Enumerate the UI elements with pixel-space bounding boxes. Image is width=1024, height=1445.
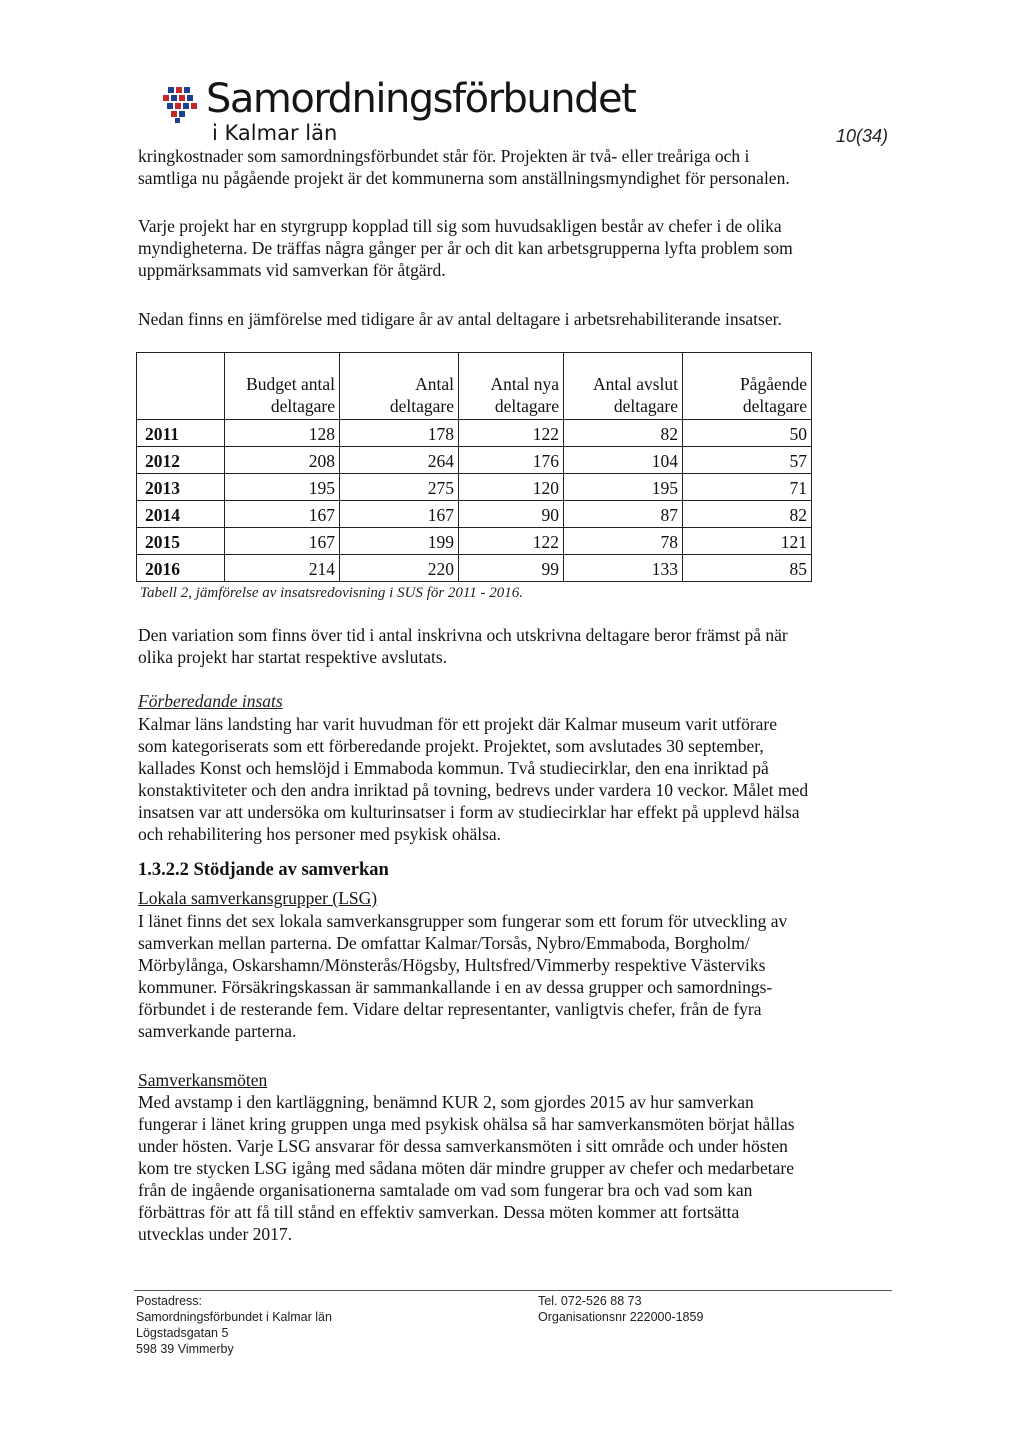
- table-cell: 121: [683, 528, 812, 555]
- text-line: samverkande parterna.: [138, 1021, 297, 1041]
- text-line: olika projekt har startat respektive avslutats.: [138, 647, 448, 667]
- paragraph-styrgrupp: [138, 215, 898, 281]
- header-line: deltagare: [742, 396, 807, 416]
- table-cell: 195: [564, 474, 683, 501]
- table-cell: 85: [683, 555, 812, 582]
- table-row: [137, 420, 812, 447]
- header-line: Antal nya: [490, 374, 559, 394]
- table-row: [137, 528, 812, 555]
- table-cell: 99: [459, 555, 564, 582]
- participants-table: [136, 352, 812, 582]
- table-cell: 87: [564, 501, 683, 528]
- organization-region: i Kalmar län: [212, 121, 338, 145]
- header-line: deltagare: [494, 396, 559, 416]
- footer-line: Postadress:: [136, 1294, 203, 1308]
- text-line: förbättras för att få till stånd en effektiv samverkan. Dessa möten kommer att fortsätta: [138, 1202, 740, 1222]
- table-cell: 50: [683, 420, 812, 447]
- table-cell: 176: [459, 447, 564, 474]
- text-line: samtliga nu pågående projekt är det kommunerna som anställningsmyndighet för personalen.: [138, 168, 790, 188]
- text-line: I länet finns det sex lokala samverkansgrupper som fungerar som ett forum för utveckling av: [138, 911, 788, 931]
- paragraph-forberedande: [138, 713, 898, 845]
- text-line: och rehabilitering hos personer med psykisk ohälsa.: [138, 824, 502, 844]
- heading-lokala-samverkansgrupper: Lokala samverkansgrupper (LSG): [138, 888, 378, 908]
- header-line: Budget antal: [246, 374, 335, 394]
- section-heading: 1.3.2.2 Stödjande av samverkan: [138, 860, 389, 880]
- text-line: Kalmar läns landsting har varit huvudman för ett projekt där Kalmar museum varit utförare: [138, 714, 778, 734]
- paragraph-lsg: [138, 910, 898, 1042]
- table-header-cell: [340, 353, 459, 420]
- table-cell-year: 2011: [137, 420, 225, 447]
- text-line: kallades Konst och hemslöjd i Emmaboda kommun. Två studiecirklar, den ena inriktad på: [138, 758, 769, 778]
- table-header-cell: [225, 353, 340, 420]
- heading-forberedande-insats: Förberedande insats: [138, 691, 283, 711]
- table-cell: 90: [459, 501, 564, 528]
- header-line: Antal avslut: [592, 374, 678, 394]
- text-line: kom tre stycken LSG igång med sådana möten där mindre grupper av chefer och medarbetare: [138, 1158, 794, 1178]
- header-line: Antal: [415, 374, 454, 394]
- text-line: Mörbylånga, Oskarshamn/Mönsterås/Högsby, Hultsfred/Vimmerby respektive Västerviks: [138, 955, 766, 975]
- organization-logo-icon: [162, 86, 198, 124]
- text-line: kringkostnader som samordningsförbundet står för. Projekten är två- eller treåriga och i: [138, 146, 750, 166]
- paragraph-kringkostnader: [138, 145, 898, 189]
- header-line: Pågående: [739, 374, 807, 394]
- footer-line: Samordningsförbundet i Kalmar län: [136, 1310, 332, 1324]
- page-number: 10(34): [835, 126, 888, 146]
- table-cell: 214: [225, 555, 340, 582]
- heading-samverkansmoten: Samverkansmöten: [138, 1070, 268, 1090]
- footer-line: Tel. 072-526 88 73: [538, 1294, 642, 1308]
- table-header-row: [137, 353, 812, 420]
- paragraph-jamforelse: [138, 308, 898, 330]
- table-header-cell: [683, 353, 812, 420]
- footer-line: Lögstadsgatan 5: [136, 1326, 229, 1340]
- footer-address: [136, 1293, 332, 1357]
- table-cell: 122: [459, 528, 564, 555]
- text-line: under hösten. Varje LSG ansvarar för dessa samverkansmöten i sitt område och under hösten: [138, 1136, 788, 1156]
- table-cell: 208: [225, 447, 340, 474]
- table-cell: 82: [564, 420, 683, 447]
- table-caption: Tabell 2, jämförelse av insatsredovisning i SUS för 2011 - 2016.: [140, 585, 524, 601]
- table-cell: 275: [340, 474, 459, 501]
- table-cell: 195: [225, 474, 340, 501]
- text-line: som kategoriserats som ett förberedande projekt. Projektet, som avslutades 30 september,: [138, 736, 764, 756]
- text-line: kommuner. Försäkringskassan är sammankallande i en av dessa grupper och samordnings-: [138, 977, 773, 997]
- table-cell-year: 2016: [137, 555, 225, 582]
- footer-contact: [538, 1293, 703, 1325]
- table-cell: 264: [340, 447, 459, 474]
- text-line: förbundet i de resterande fem. Vidare deltar representanter, vanligtvis chefer, från de fyra: [138, 999, 762, 1019]
- text-line: konstaktiviteter och den andra inriktad på tovning, bedrevs under vardera 10 veckor. Målet med: [138, 780, 809, 800]
- table-cell: 122: [459, 420, 564, 447]
- text-line: insatsen var att undersöka om kulturinsatser i form av studiecirklar har effekt på upplevd hälsa: [138, 802, 800, 822]
- table-cell: 220: [340, 555, 459, 582]
- table-header-cell: [459, 353, 564, 420]
- text-line: uppmärksammats vid samverkan för åtgärd.: [138, 260, 446, 280]
- table-cell: 78: [564, 528, 683, 555]
- footer-divider: [134, 1290, 892, 1291]
- text-line: Med avstamp i den kartläggning, benämnd KUR 2, som gjordes 2015 av hur samverkan: [138, 1092, 754, 1112]
- footer-line: 598 39 Vimmerby: [136, 1342, 234, 1356]
- table-header-corner: [137, 353, 225, 420]
- table-row: [137, 474, 812, 501]
- table-cell: 178: [340, 420, 459, 447]
- table-cell: 71: [683, 474, 812, 501]
- table-cell: 104: [564, 447, 683, 474]
- table-cell: 167: [340, 501, 459, 528]
- text-line: Nedan finns en jämförelse med tidigare år av antal deltagare i arbetsrehabiliterande insatser.: [138, 309, 782, 329]
- text-line: utvecklas under 2017.: [138, 1224, 293, 1244]
- table-cell: 120: [459, 474, 564, 501]
- header-line: deltagare: [389, 396, 454, 416]
- table-cell: 133: [564, 555, 683, 582]
- text-line: Den variation som finns över tid i antal inskrivna och utskrivna deltagare beror främst på när: [138, 625, 788, 645]
- table-cell: 167: [225, 528, 340, 555]
- table-cell: 82: [683, 501, 812, 528]
- organization-name: Samordningsförbundet: [206, 76, 636, 122]
- table-cell-year: 2014: [137, 501, 225, 528]
- table-cell-year: 2013: [137, 474, 225, 501]
- table-row: [137, 501, 812, 528]
- table-cell: 57: [683, 447, 812, 474]
- text-line: fungerar i länet kring gruppen unga med psykisk ohälsa så har samverkansmöten börjat hållas: [138, 1114, 795, 1134]
- table-cell-year: 2012: [137, 447, 225, 474]
- table-cell: 167: [225, 501, 340, 528]
- text-line: Varje projekt har en styrgrupp kopplad till sig som huvudsakligen består av chefer i de olika: [138, 216, 782, 236]
- header-line: deltagare: [613, 396, 678, 416]
- table-cell: 128: [225, 420, 340, 447]
- text-line: från de ingående organisationerna samtalade om vad som fungerar bra och vad som kan: [138, 1180, 753, 1200]
- paragraph-samverkansmoten: [138, 1091, 898, 1245]
- footer-line: Organisationsnr 222000-1859: [538, 1310, 704, 1324]
- text-line: myndigheterna. De träffas några gånger per år och dit kan arbetsgrupperna lyfta problem som: [138, 238, 793, 258]
- table-row: [137, 555, 812, 582]
- table-cell: 199: [340, 528, 459, 555]
- table-row: [137, 447, 812, 474]
- table-header-cell: [564, 353, 683, 420]
- paragraph-variation: [138, 624, 898, 668]
- table-cell-year: 2015: [137, 528, 225, 555]
- text-line: samverkan mellan parterna. De omfattar Kalmar/Torsås, Nybro/Emmaboda, Borgholm/: [138, 933, 750, 953]
- header-line: deltagare: [270, 396, 335, 416]
